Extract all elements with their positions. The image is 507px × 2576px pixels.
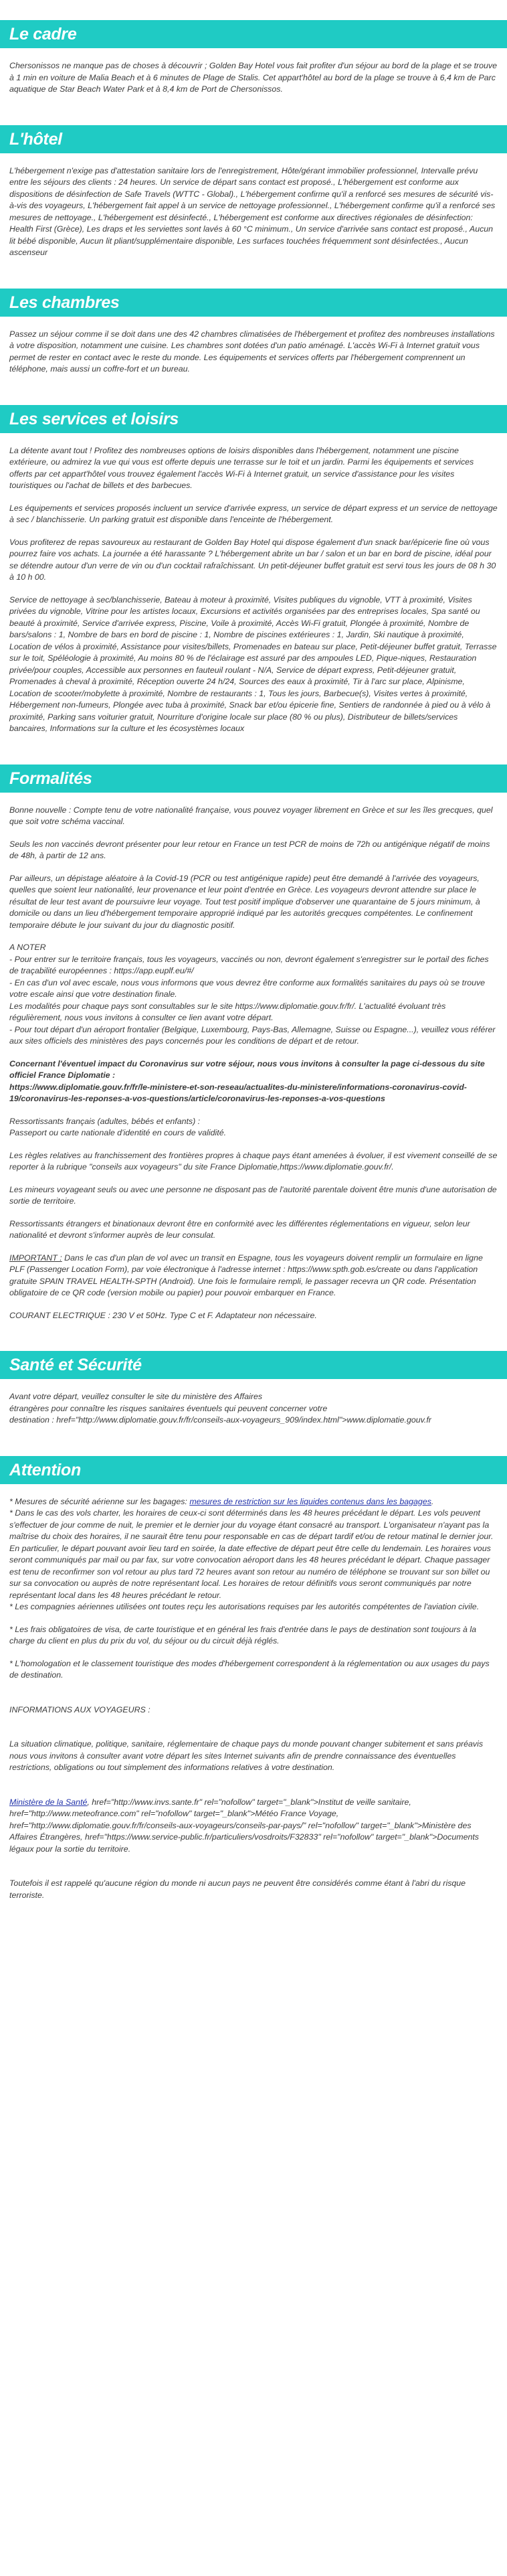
hotel-text: L'hébergement n'exige pas d'attestation sanitaire lors de l'enregistrement, Hôte/gérant immobilier professionnel, Intervalle prévu entre les séjours des clients : 24 heures. Un service de départ sans contact est proposé., L'hébergement est conforme aux dispositions de désinfection de Safe Travels (WTTC - Global)., L'hébergement confirme qu'il a renforcé ses mesures de sécurité vis-à-vis des voyageurs, L'hébergement fait appel à un service de nettoyage professionnel., L'hébergement confirme qu'il a renforcé ses mesures de nettoyage., L'hébergement est désinfecté., L'hébergement est conforme aux directives régionales de désinfection: Health First (Grèce), Les draps et les serviettes sont lavés à 60 °C minimum., Un service d'arrivée sans contact est proposé., Aucun lit bébé disponible, Aucun lit pliant/supplémentaire disponible, Les surfaces touchées fréquemment sont désinfectées., Aucun ascenseur: [9, 165, 496, 257]
section-chambres: [0, 289, 507, 376]
formalites-paragraph-3: Par ailleurs, un dépistage aléatoire à la Covid-19 (PCR ou test antigénique rapide) peut être demandé à l'arrivée des voyageurs, quelles que soient leur nationalité, leur provenance et leur point d'entrée en Grèce. Les voyageurs devront attendre sur place le résultat de leur test avant de poursuivre leur voyage. Tout test positif implique d'observer une quarantaine de 5 jours minimum, à domicile ou dans un lieu d'hébergement temporaire approprié indiqué par les autorités grecques compétentes. Le confinement temporaire débute le jour suivant du jour du diagnostic positif.: [9, 873, 480, 930]
formalites-etrangers: Ressortissants étrangers et binationaux devront être en conformité avec les différentes réglementations en vigueur, selon leur nationalité et devront s'informer auprès de leur consulat.: [9, 1218, 470, 1240]
section-title-services: Les services et loisirs: [0, 405, 507, 433]
services-paragraph-3: Vous profiterez de repas savoureux au restaurant de Golden Bay Hotel qui dispose également d'un snack bar/épicerie fine où vous pourrez faire vos achats. La journée a été harassante ? L'hébergement abrite un bar / salon et un bar en bord de piscine, idéal pour se détendre autour d'un verre de vin ou d'un cocktail rafraîchissant. Un petit-déjeuner buffet gratuit est servi tous les jours de 08 h 30 à 10 h 00.: [9, 537, 496, 582]
important-label: IMPORTANT :: [9, 1253, 62, 1263]
formalites-ressortissants: Ressortissants français (adultes, bébés et enfants) : Passeport ou carte nationale d'identité en cours de validité.: [9, 1116, 227, 1137]
ministere-sante-link[interactable]: Ministère de la Santé: [9, 1797, 88, 1807]
services-paragraph-1: La détente avant tout ! Profitez des nombreuses options de loisirs disponibles dans l'hébergement, notamment une piscine extérieure, ou admirez la vue qui vous est offerte depuis une terrasse sur le toit et un jardin. Parmi les équipements et services offerts par cet appart'hôtel vous trouvez également l'accès Wi-Fi à Internet gratuit, un service d'assistance pour les visites touristiques ou l'achat de billets et des barbecues.: [9, 445, 474, 490]
attention-paragraph-5: La situation climatique, politique, sanitaire, réglementaire de chaque pays du monde pouvant changer subitement et sans préavis nous vous invitons à consulter avant votre départ les sites Internet suivants afin de prendre connaissance des éventuelles restrictions, obligations ou tout simplement des informations relatives à votre destination.: [9, 1739, 484, 1772]
section-attention: [0, 1456, 507, 1902]
attention-p1-post: . * Dans le cas des vols charter, les horaires de ceux-ci sont déterminés dans les 48 heures précédant le départ. Les vols peuvent s'effectuer de jour comme de nuit, le premier et le dernier jour du voyage étant consacré au transport. L'organisateur n'ayant pas la maîtrise du choix des horaires, il ne saurait être tenu pour responsable en cas de départ tardif et/ou de retour matinal le dernier jour. En particulier, le départ pouvant avoir lieu tard en soirée, la date effective de départ peut être celle du lendemain. Les horaires vous seront communiqués par mail ou par fax, sur votre convocation aéroport dans les 48 heures précédant le départ. Chaque passager est tenu de reconfirmer son vol retour au plus tard 72 heures avant son retour au numéro de téléphone se trouvant sur son billet ou sur sa convocation ou auprès de notre représentant local. Les horaires de retour définitifs vous seront communiqués par notre représentant local dans les 48 heures précédant le retour. * Les compagnies aériennes utilisées ont toutes reçu les autorisations requises par les autorités compétentes de l'aviation civile.: [9, 1496, 494, 1611]
attention-p6-post: , href="http://www.invs.sante.fr" rel="nofollow" target="_blank">Institut de veille sanitaire, href="http://www.meteofrance.com" rel="nofollow" target="_blank">Météo France Voyage, href="http://www.diplomatie.gouv.fr/fr/conseils-aux-voyageurs/conseils-par-pays/" rel="nofollow" target="_blank">Ministère des Affaires Étrangères, href="https://www.service-public.fr/particuliers/vosdroits/F32833" rel="nofollow" target="_blank">Documents légaux pour la sortie du territoire.: [9, 1797, 480, 1854]
formalites-mineurs: Les mineurs voyageant seuls ou avec une personne ne disposant pas de l'autorité parentale doivent être munis d'une autorisation de sortie de territoire.: [9, 1184, 497, 1206]
section-title-hotel: L'hôtel: [0, 125, 507, 153]
services-paragraph-2: Les équipements et services proposés incluent un service d'arrivée express, un service de départ express et un service de nettoyage à sec / blanchisserie. Un parking gratuit est disponible dans l'enceinte de l'hébergement.: [9, 503, 498, 524]
cadre-text: Chersonissos ne manque pas de choses à découvrir ; Golden Bay Hotel vous fait profiter d'un séjour au bord de la plage et se trouve à 1 min en voiture de Malia Beach et à 6 minutes de Plage de Stalis. Cet appart'hôtel au bord de la plage se trouve à 6,4 km de Parc aquatique de Star Beach Water Park et à 8,4 km de Port de Chersonissos.: [9, 61, 498, 94]
attention-paragraph-2: * Les frais obligatoires de visa, de carte touristique et en général les frais d'entrée dans le pays de destination sont toujours à la charge du client en plus du prix du vol, du séjour ou du circuit déjà réglés.: [9, 1624, 477, 1645]
formalites-coronavirus: Concernant l'éventuel impact du Coronavirus sur votre séjour, nous vous invitons à consulter la page ci-dessous du site officiel France Diplomatie : https://www.diplomatie.gouv.fr/fr/le-ministere-et-son-reseau/actualites-du-ministere/informations-coronavirus-covid-19/coronavirus-les-reponses-a-vos-questions/article/coronavirus-les-reponses-a-vos-questions: [9, 1058, 485, 1103]
section-sante: [0, 1351, 507, 1427]
section-title-sante: Santé et Sécurité: [0, 1351, 507, 1379]
attention-paragraph-3: * L'homologation et le classement touristique des modes d'hébergement correspondent à la réglementation ou aux usages du pays de destination.: [9, 1658, 490, 1680]
formalites-paragraph-1: Bonne nouvelle : Compte tenu de votre nationalité française, vous pouvez voyager librement en Grèce et sur les îles grecques, quel que soit votre schéma vaccinal.: [9, 805, 493, 826]
section-title-formalites: Formalités: [0, 764, 507, 793]
important-text: Dans le cas d'un plan de vol avec un transit en Espagne, tous les voyageurs doivent remplir un formulaire en ligne PLF (Passenger Location Form), par voie électronique à l'adresse internet : https://www.spth.gob.es/create ou dans l'application gratuite SPAIN TRAVEL HEALTH-SPTH (Android). Une fois le formulaire rempli, le passager recevra un QR code. Présentation obligatoire de ce QR code (version mobile ou papier) pour pouvoir embarquer en France.: [9, 1253, 483, 1297]
section-hotel: [0, 125, 507, 259]
section-title-attention: Attention: [0, 1456, 507, 1484]
attention-paragraph-1: [9, 1496, 498, 1613]
services-paragraph-4: Service de nettoyage à sec/blanchisserie, Bateau à moteur à proximité, Visites publiques du vignoble, VTT à proximité, Visites privées du vignoble, Vitrine pour les artistes locaux, Excursions et activités organisées par des entreprises locales, Spa santé ou beauté à proximité, Service d'arrivée express, Piscine, Voile à proximité, Accès Wi-Fi gratuit, Plongée à proximité, Nombre de bars/salons : 1, Nombre de bars en bord de piscine : 1, Nombre de piscines extérieures : 1, Jardin, Ski nautique à proximité, Location de vélos à proximité, Assistance pour visites/billets, Promenades en bateau sur place, Petit-déjeuner buffet gratuit, Terrasse sur le toit, Spéléologie à proximité, Au moins 80 % de l'éclairage est assuré par des ampoules LED, Pique-niques, Restauration privée/pour couples, Accessible aux personnes en fauteuil roulant - N/A, Service de départ express, Petit-déjeuner gratuit, Promenades à cheval à proximité, Réception ouverte 24 h/24, Sources des eaux à proximité, Tir à l'arc sur place, Alpinisme, Location de scooter/mobylette à proximité, Nombre de restaurants : 1, Tous les jours, Barbecue(s), Visites vertes à proximité, Hébergement non-fumeurs, Plongée avec tuba à proximité, Snack bar et/ou épicerie fine, Sentiers de randonnée à pied ou à vélo à proximité, Parking sans voiturier gratuit, Nourriture d'origine locale sur place (80 % ou plus), Distributeur de billets/services bancaires, Informations sur la culture et les écosystèmes locaux: [9, 594, 497, 733]
formalites-paragraph-2: Seuls les non vaccinés devront présenter pour leur retour en France un test PCR de moins de 72h ou antigénique négatif de moins de 48h, à partir de 12 ans.: [9, 839, 490, 860]
formalites-regles: Les règles relatives au franchissement des frontières propres à chaque pays étant amenées à évoluer, il est vivement conseillé de se reporter à la rubrique "conseils aux voyageurs" du site France Diplomatie,https://www.diplomatie.gouv.fr/.: [9, 1150, 498, 1172]
formalites-courant: COURANT ELECTRIQUE : 230 V et 50Hz. Type C et F. Adaptateur non nécessaire.: [9, 1310, 317, 1320]
attention-p1-pre: * Mesures de sécurité aérienne sur les bagages:: [9, 1496, 190, 1506]
attention-paragraph-7: Toutefois il est rappelé qu'aucune région du monde ni aucun pays ne peuvent être considérés comme étant à l'abri du risque terroriste.: [9, 1878, 466, 1900]
section-title-chambres: Les chambres: [0, 289, 507, 317]
attention-paragraph-6: [9, 1797, 498, 1856]
chambres-text: Passez un séjour comme il se doit dans une des 42 chambres climatisées de l'hébergement et profitez des nombreuses installations à votre disposition, notamment une cuisine. Les chambres sont dotées d'un patio aménagé. L'accès Wi-Fi à Internet gratuit vous permet de rester en contact avec le reste du monde. Les équipements et services offerts par l'hébergement comprennent un téléphone, mais aussi un coffre-fort et un bureau.: [9, 329, 495, 374]
formalites-note: A NOTER - Pour entrer sur le territoire français, tous les voyageurs, vaccinés ou non, devront également s'enregistrer sur le portail des fiches de traçabilité européennes : https://app.euplf.eu/#/ - En cas d'un vol avec escale, nous vous informons que vous devrez être conforme aux formalités sanitaires du pays où se trouve votre escale ainsi que votre destination finale. Les modalités pour chaque pays sont consultables sur le site https://www.diplomatie.gouv.fr/fr/. L'actualité évoluant très régulièrement, nous vous invitons à consulter ce lien avant votre départ. - Pour tout départ d'un aéroport frontalier (Belgique, Luxembourg, Pays-Bas, Allemagne, Suisse ou Espagne...), veuillez vous référer aux sites officiels des ministères des pays concernés pour les conditions de départ et de retour.: [9, 943, 496, 1046]
sante-text: Avant votre départ, veuillez consulter le site du ministère des Affaires étrangères pour connaître les risques sanitaires éventuels qui peuvent concerner votre destination : href="http://www.diplomatie.gouv.fr/fr/conseils-aux-voyageurs_909/index.html">www.diplomatie.gouv.fr: [9, 1392, 431, 1425]
liquids-restriction-link[interactable]: mesures de restriction sur les liquides contenus dans les bagages: [189, 1496, 431, 1506]
formalites-important: [9, 1253, 498, 1299]
section-title-cadre: Le cadre: [0, 20, 507, 48]
section-formalites: [0, 764, 507, 1322]
section-cadre: [0, 20, 507, 96]
section-services: [0, 405, 507, 735]
attention-informations-heading: INFORMATIONS AUX VOYAGEURS :: [9, 1704, 150, 1714]
